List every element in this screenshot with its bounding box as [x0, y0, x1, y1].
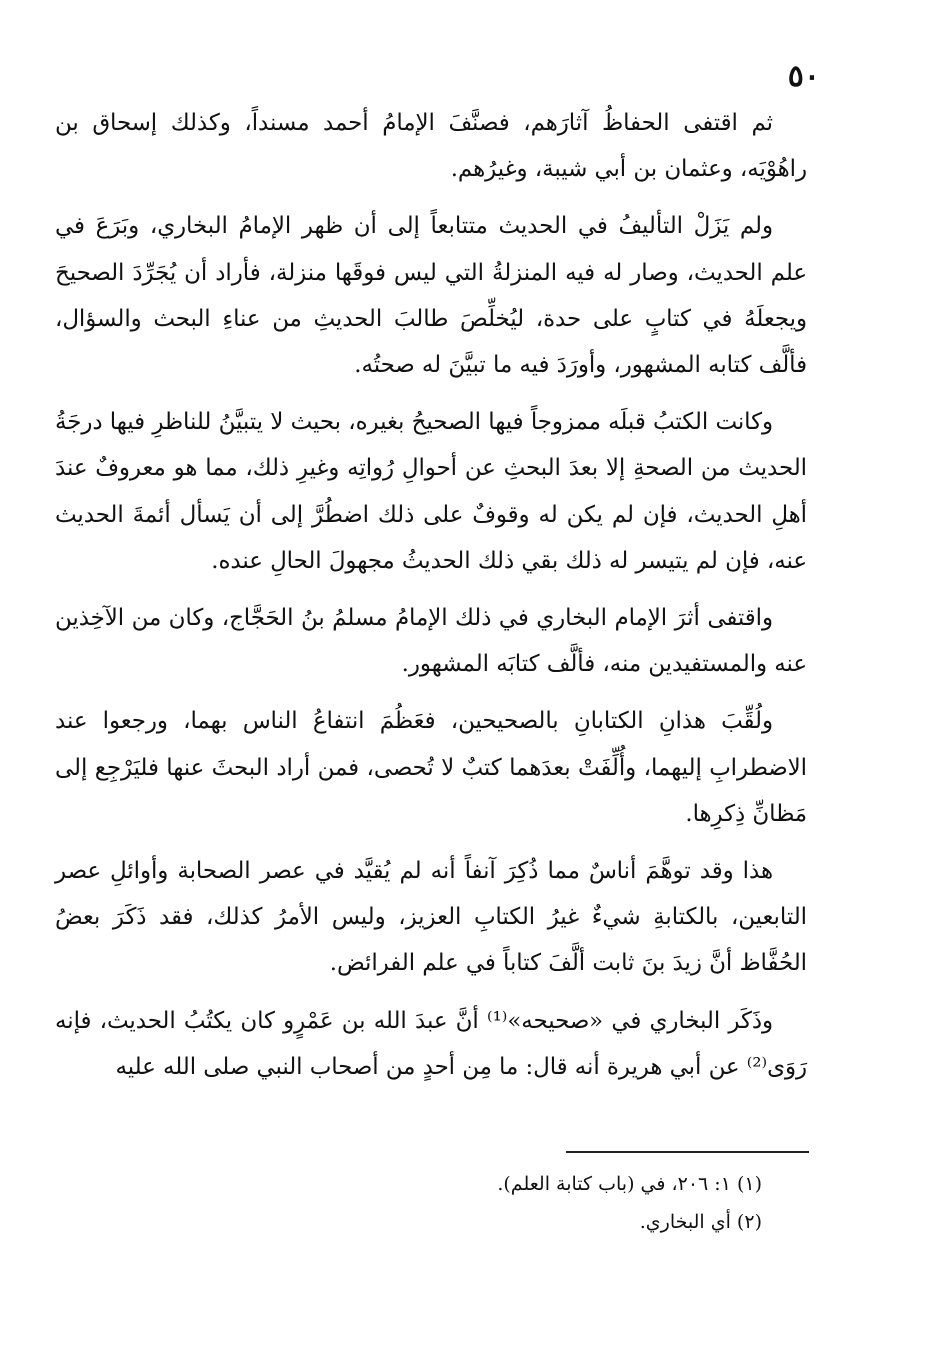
- paragraph-6: هذا وقد توهَّمَ أناسٌ مما ذُكِرَ آنفاً أنه لم يُقيَّد في عصر الصحابة وأوائلِ عصر التابعين، بالكتابةِ شيءٌ غيرُ الكتابِ العزيز، وليس الأمرُ كذلك، فقد ذَكَرَ بعضُ الحُفَّاظ أنَّ زيدَ بنَ ثابت ألَّفَ كتاباً في علم الفرائض.: [55, 858, 807, 977]
- paragraph-7: وذَكَر البخاري في «صحيحه»⁽¹⁾ أنَّ عبدَ الله بن عَمْرٍو كان يكتُبُ الحديث، فإنه رَوَى⁽²⁾ عن أبي هريرة أنه قال: ما مِن أحدٍ من أصحاب النبي صلى الله عليه: [55, 1007, 807, 1080]
- paragraph-5: ولُقِّبَ هذانِ الكتابانِ بالصحيحين، فعَظُمَ انتفاعُ الناس بهما، ورجعوا عند الاضطرابِ إليهما، وأُلِّفَتْ بعدَهما كتبٌ لا تُحصى، فمن أراد البحثَ عنها فليَرْجِع إلى مَظانِّ ذِكرِها.: [55, 708, 807, 827]
- paragraph-4: واقتفى أثرَ الإمام البخاري في ذلك الإمامُ مسلمُ بنُ الحَجَّاج، وكان من الآخِذين عنه والمستفيدين منه، فألَّف كتابَه المشهور.: [55, 605, 807, 678]
- footnote-1: (١) ١: ٢٠٦، في (باب كتابة العلم).: [497, 1173, 762, 1195]
- footnotes: [202, 1165, 762, 1241]
- footnote-separator: [566, 1151, 809, 1153]
- paragraph-1: ثم اقتفى الحفاظُ آثارَهم، فصنَّفَ الإمامُ أحمد مسنداً، وكذلك إسحاق بن راهُوْيَه، وعثمان بن أبي شيبة، وغيرُهم.: [55, 110, 807, 183]
- body-text: [55, 100, 807, 1090]
- footnote-2: (٢) أي البخاري.: [639, 1211, 762, 1233]
- paragraph-2: ولم يَزَلْ التأليفُ في الحديث متتابعاً إلى أن ظهر الإمامُ البخاري، وبَرَعَ في علم الحديث، وصار له فيه المنزلةُ التي ليس فوقَها منزلة، فأراد أن يُجَرِّدَ الصحيحَ ويجعلَهُ في كتابٍ على حدة، ليُخلِّصَ طالبَ الحديثِ من عناءِ البحث والسؤال، فألَّف كتابه المشهور، وأورَدَ فيه ما تبيَّنَ له صحتُه.: [55, 213, 807, 379]
- page-number: ٥٠: [787, 59, 820, 94]
- paragraph-3: وكانت الكتبُ قبلَه ممزوجاً فيها الصحيحُ بغيره، بحيث لا يتبيَّنُ للناظرِ فيها درجَةُ الحديث من الصحةِ إلا بعدَ البحثِ عن أحوالِ رُواتِه وغيرِ ذلك، مما هو معروفٌ عندَ أهلِ الحديث، فإن لم يكن له وقوفٌ على ذلك اضطُرَّ إلى أن يَسأل أئمةَ الحديث عنه، فإن لم يتيسر له ذلك بقي ذلك الحديثُ مجهولَ الحالِ عنده.: [55, 409, 807, 574]
